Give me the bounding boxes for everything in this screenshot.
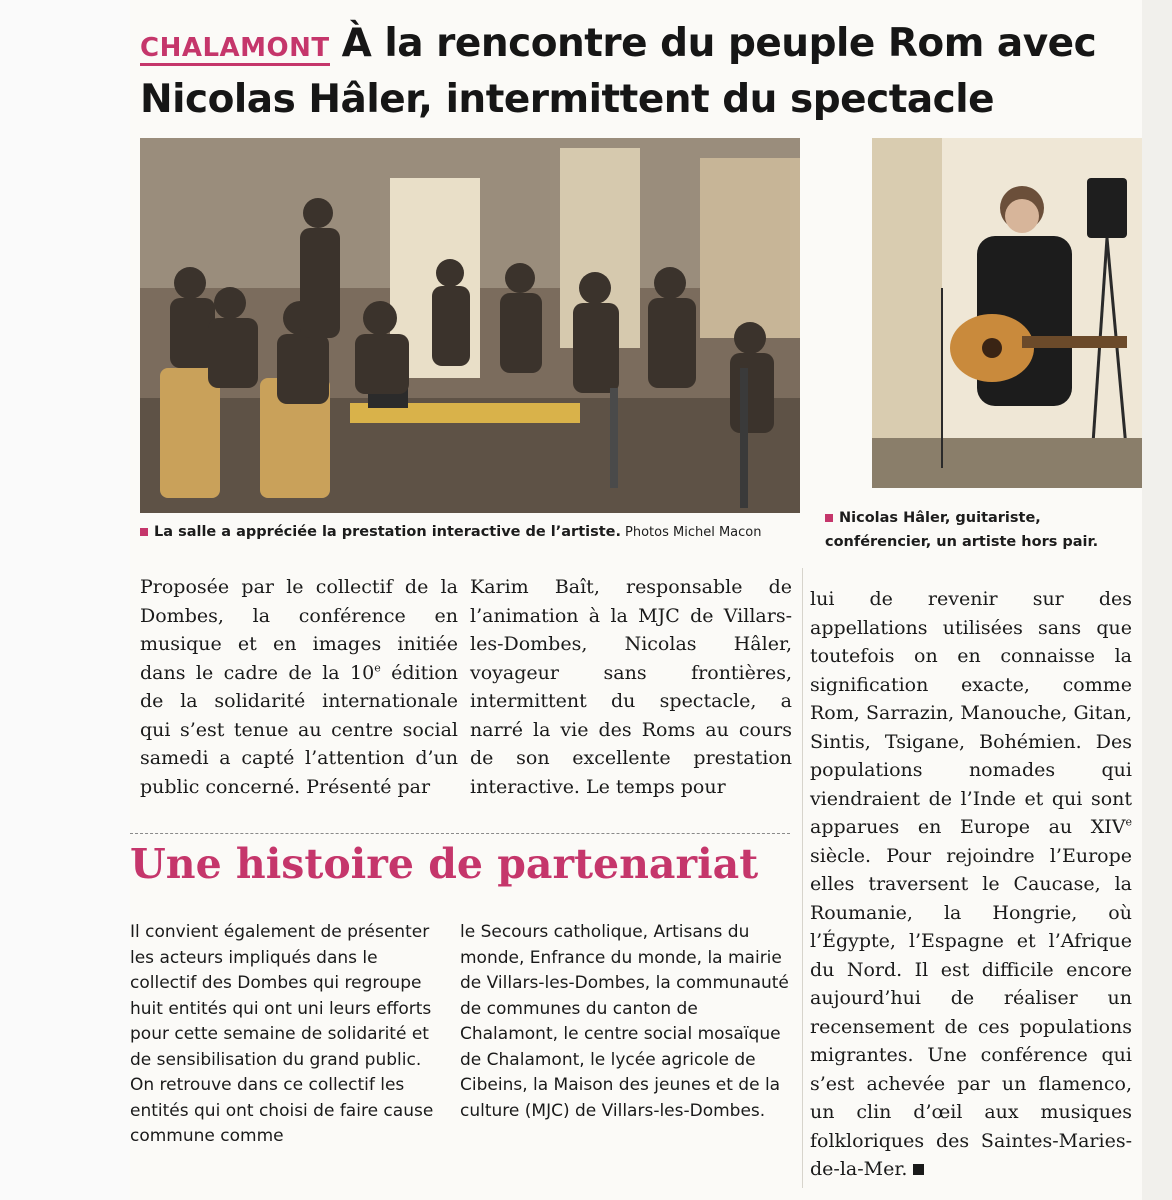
body-column-3 [810,585,1132,1184]
body-column-1 [140,573,458,801]
body-text: Karim Baît, responsable de l’animation à la MJC de Villars-les-Dombes, Nicolas Hâler, voyageur sans frontières, intermittent du spectacle, a narré la vie des Roms au cours de son excellente prestation interactive. Le temps pour [470,576,792,798]
side-caption-line-1: Nicolas Hâler, guitariste, [839,510,1041,526]
end-of-article-icon [913,1164,924,1175]
superscript: e [1125,815,1132,829]
headline-line-2: Nicolas Hâler, intermittent du spectacle [140,77,995,122]
headline-line-1: À la rencontre du peuple Rom avec [341,21,1097,66]
body-text: édition de la solidarité internationale qui s’est tenue au centre social samedi a capté l’attention d’un public concerné. Présenté par [140,661,458,798]
caption-text: La salle a appréciée la prestation interactive de l’artiste. [154,524,622,540]
superscript: e [374,661,381,675]
audience-photo [140,138,800,513]
kicker-location: CHALAMONT [140,33,330,66]
guitarist-photo-caption [825,506,1125,554]
side-caption-line-2: conférencier, un artiste hors pair. [825,534,1099,550]
section-column-2: le Secours catholique, Artisans du monde, Enfrance du monde, la mairie de Villars-les-Dombes, la communauté de communes du canton de Chalamont, le centre social mosaïque de Chalamont, le lycée agricole de Cibeins, la Maison des jeunes et de la culture (MJC) de Villars-les-Dombes. [460,922,789,1121]
body-text: lui de revenir sur des appellations utilisées sans que toutefois on en connaisse la signification exacte, comme Rom, Sarrazin, Manouche, Gitan, Sintis, Tsigane, Bohémien. Des populations nomades qui viendraient de l’Inde et qui sont apparues en Europe au XIV [810,588,1132,838]
body-column-2 [470,573,792,801]
column-divider [802,568,803,1188]
section-column-1: Il convient également de présenter les acteurs impliqués dans le collectif des Dombes qui regroupe huit entités qui ont uni leurs efforts pour cette semaine de solidarité et de sensibilisation du grand public. On retrouve dans ce collectif les entités qui ont choisi de faire cause commune comme [130,922,434,1146]
guitarist-photo [872,138,1142,488]
body-text: Proposée par le collectif de la Dombes, la conférence en musique et en images initiée dans le cadre de la 10 [140,576,458,684]
caption-marker-icon [140,528,148,536]
article [130,8,1142,1193]
guitarist-photo-image [872,138,1142,488]
page-margin [0,0,130,1200]
audience-photo-image [140,138,800,513]
photo-credit: Photos Michel Macon [625,525,762,540]
headline [140,18,1140,126]
audience-photo-caption [140,520,800,545]
caption-marker-icon [825,514,833,522]
body-text: siècle. Pour rejoindre l’Europe elles traversent le Caucase, la Roumanie, la Hongrie, où l’Égypte, l’Espagne et l’Afrique du Nord. Il est difficile encore aujourd’hui de réaliser un recensement de ces populations migrantes. Une conférence qui s’est achevée par un flamenco, un clin d’œil aux musiques folkloriques des Saintes-Maries-de-la-Mer. [810,844,1132,1180]
adjacent-article-edge [1142,0,1172,1200]
section-title: Une histoire de partenariat [130,833,790,892]
